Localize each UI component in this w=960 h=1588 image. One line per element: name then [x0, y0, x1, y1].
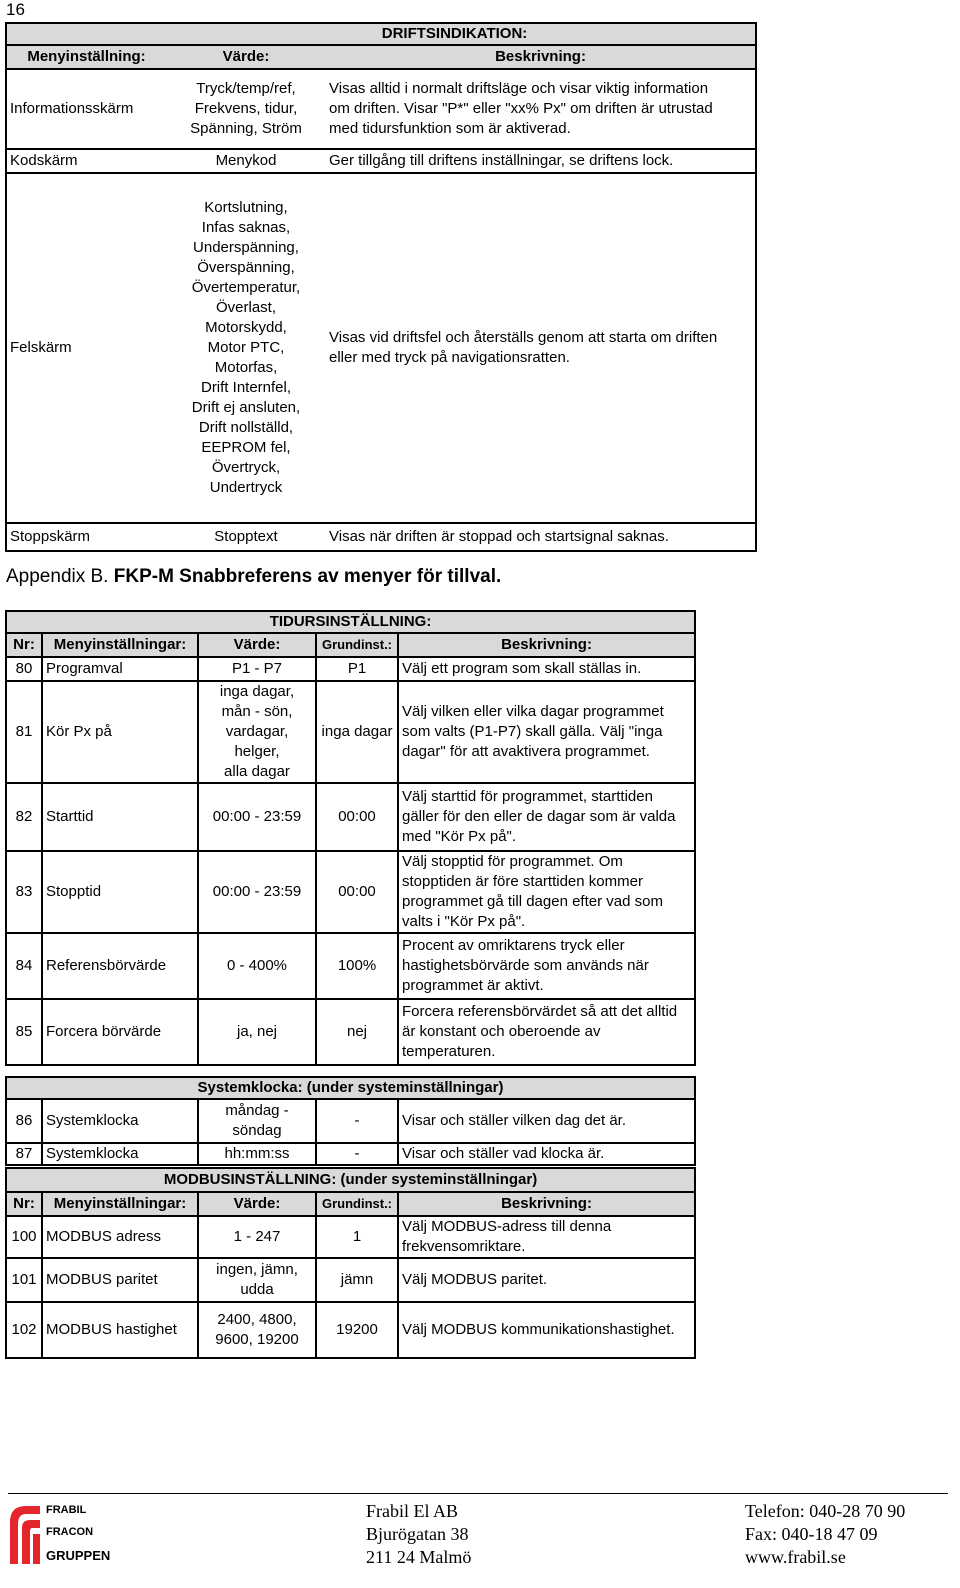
tidur-row-desc-line: hastighetsbörvärde som används när — [402, 957, 649, 974]
modbus-row-desc-line: Välj MODBUS-adress till denna — [402, 1218, 612, 1235]
appendix-title: FKP-M Snabbreferens av menyer för tillval. — [113, 566, 502, 587]
tidur-row-value-line: alla dagar — [224, 763, 290, 780]
modbus-row-desc-line: Välj MODBUS paritet. — [402, 1271, 548, 1288]
tidur-row-desc-line: Forcera referensbörvärdet så att det alltid — [402, 1003, 678, 1020]
modbus-header-nr: Nr: — [6, 1192, 42, 1216]
tidur-row-desc — [398, 933, 695, 999]
modbus-row-value-line: 9600, 19200 — [215, 1331, 299, 1348]
tidur-row-nr: 83 — [6, 851, 42, 933]
drift-row-desc-line: Visas när driften är stoppad och startsignal saknas. — [329, 528, 669, 545]
modbus-row-default: 1 — [316, 1216, 398, 1258]
modbus-row-name: MODBUS adress — [42, 1216, 198, 1258]
logo-line-1: FRABIL — [46, 1504, 87, 1516]
tidur-row-value — [198, 933, 316, 999]
tidur-row-desc — [398, 783, 695, 851]
tidur-row-nr: 80 — [6, 657, 42, 681]
tidur-row-desc — [398, 999, 695, 1065]
drift-header-menu: Menyinställning: — [6, 45, 166, 69]
drift-row-desc — [326, 523, 756, 551]
modbus-header-desc: Beskrivning: — [398, 1192, 695, 1216]
tidur-row-default: 00:00 — [316, 851, 398, 933]
tidur-row-name: Kör Px på — [42, 681, 198, 783]
klocka-row-nr: 87 — [6, 1143, 42, 1165]
drift-row-desc — [326, 173, 756, 523]
drift-row-value-line: Drift ej ansluten, — [191, 399, 301, 416]
klocka-row-desc-line: Visar och ställer vilken dag det är. — [402, 1112, 627, 1129]
timer-title: TIDURSINSTÄLLNING: — [6, 611, 695, 633]
drift-row-desc — [326, 149, 756, 173]
klocka-row-value-line: söndag — [232, 1122, 282, 1139]
modbus-header-value: Värde: — [198, 1192, 316, 1216]
company-phone: Telefon: 040-28 70 90 — [745, 1501, 906, 1521]
modbus-row-nr: 101 — [6, 1258, 42, 1302]
modbus-row-value-line: udda — [240, 1281, 274, 1298]
tidur-row-default: 00:00 — [316, 783, 398, 851]
modbus-row-desc — [398, 1302, 695, 1358]
tidur-row-name: Referensbörvärde — [42, 933, 198, 999]
drift-row-value-line: EEPROM fel, — [201, 439, 291, 456]
drift-row-value-line: Överlast, — [215, 299, 276, 316]
drift-row-value-line: Undertryck — [209, 479, 283, 496]
klocka-row-nr: 86 — [6, 1099, 42, 1143]
drift-row-value-line: Övertryck, — [211, 459, 281, 476]
company-fax: Fax: 040-18 47 09 — [745, 1524, 878, 1544]
tidur-header-nr: Nr: — [6, 633, 42, 657]
drift-row-desc-line: Visas alltid i normalt driftsläge och visar viktig information — [329, 80, 709, 97]
klocka-row-desc-line: Visar och ställer vad klocka är. — [402, 1145, 605, 1162]
modbus-header-menu: Menyinställningar: — [42, 1192, 198, 1216]
drift-row-desc-line: Visas vid driftsfel och återställs genom att starta om driften — [329, 329, 718, 346]
tidur-row-desc — [398, 851, 695, 933]
tidur-row-desc-line: Välj stopptid för programmet. Om — [402, 853, 623, 870]
tidur-row-name: Programval — [42, 657, 198, 681]
drift-row-desc — [326, 69, 756, 149]
tidur-row-value-line: ja, nej — [236, 1023, 278, 1040]
tidur-row-value-line: vardagar, — [225, 723, 289, 740]
drift-row-value-line: Menykod — [215, 152, 277, 169]
drift-header-desc: Beskrivning: — [326, 45, 756, 69]
tidur-row-desc-line: dagar" för att avaktivera programmet. — [402, 743, 650, 760]
tidur-row-nr: 81 — [6, 681, 42, 783]
table-row — [6, 523, 756, 551]
table-row — [6, 69, 756, 149]
tidur-row-nr: 84 — [6, 933, 42, 999]
klocka-row-value — [198, 1099, 316, 1143]
tidur-row-nr: 85 — [6, 999, 42, 1065]
tidur-row-default: 100% — [316, 933, 398, 999]
table-row — [6, 657, 695, 681]
table-row — [6, 149, 756, 173]
drift-row-value — [166, 69, 326, 149]
drift-row-desc-line: om driften. Visar "P*" eller "xx% Px" om driften är utrustad — [329, 100, 713, 117]
tidur-row-desc — [398, 657, 695, 681]
drift-row-value-line: Drift Internfel, — [200, 379, 292, 396]
modbus-row-value — [198, 1216, 316, 1258]
tidur-row-desc — [398, 681, 695, 783]
tidur-row-desc-line: Procent av omriktarens tryck eller — [402, 937, 625, 954]
company-website[interactable]: www.frabil.se — [745, 1547, 846, 1567]
drift-row-value — [166, 149, 326, 173]
klocka-row-name: Systemklocka — [42, 1143, 198, 1165]
modbus-row-desc-line: frekvensomriktare. — [402, 1238, 526, 1255]
klocka-row-name: Systemklocka — [42, 1099, 198, 1143]
tidur-row-value — [198, 783, 316, 851]
tidur-row-name: Starttid — [42, 783, 198, 851]
drift-row-value-line: Överspänning, — [197, 259, 295, 276]
company-city: 211 24 Malmö — [366, 1547, 472, 1567]
drift-row-value-line: Stopptext — [214, 528, 278, 545]
footer-divider — [8, 1493, 948, 1494]
modbus-row-desc — [398, 1216, 695, 1258]
drift-row-value — [166, 173, 326, 523]
modbus-row-default: jämn — [316, 1258, 398, 1302]
table-row — [6, 1216, 695, 1258]
modbus-header-default: Grundinst.: — [316, 1192, 398, 1216]
modbus-row-name: MODBUS paritet — [42, 1258, 198, 1302]
table-row — [6, 1143, 695, 1165]
klocka-row-value-line: hh:mm:ss — [224, 1145, 290, 1162]
drift-row-value-line: Tryck/temp/ref, — [196, 80, 296, 97]
appendix-prefix: Appendix B. — [6, 566, 109, 587]
modbus-row-nr: 100 — [6, 1216, 42, 1258]
tidur-row-desc-line: valts i "Kör Px på". — [402, 913, 526, 930]
modbus-row-value — [198, 1302, 316, 1358]
table-row — [6, 1302, 695, 1358]
tidur-row-desc-line: är konstant och oberoende av — [402, 1023, 601, 1040]
drift-row-name: Informationsskärm — [6, 69, 166, 149]
tidur-header-desc: Beskrivning: — [398, 633, 695, 657]
tidur-row-desc-line: Välj starttid för programmet, starttiden — [402, 788, 653, 805]
tidur-row-desc-line: programmet är aktivt. — [402, 977, 544, 994]
drift-row-name: Stoppskärm — [6, 523, 166, 551]
drift-row-desc-line: Ger tillgång till driftens inställningar, se driftens lock. — [329, 152, 674, 169]
modbus-row-value-line: 2400, 4800, — [217, 1311, 297, 1328]
clock-title: Systemklocka: (under systeminställningar) — [6, 1077, 695, 1099]
table-row — [6, 1258, 695, 1302]
logo-line-2: FRACON — [46, 1526, 94, 1538]
company-logo — [6, 1500, 116, 1568]
klocka-row-value-line: måndag - — [225, 1102, 289, 1119]
tidur-row-value — [198, 851, 316, 933]
klocka-row-desc — [398, 1099, 695, 1143]
klocka-row-desc — [398, 1143, 695, 1165]
drift-row-value-line: Motorfas, — [214, 359, 278, 376]
drift-row-value-line: Kortslutning, — [204, 199, 288, 216]
company-name: Frabil El AB — [366, 1501, 459, 1521]
tidur-row-value-line: 00:00 - 23:59 — [212, 808, 302, 825]
drift-row-value — [166, 523, 326, 551]
drift-row-name: Felskärm — [6, 173, 166, 523]
table-row — [6, 681, 695, 783]
tidur-row-desc-line: stopptiden är före starttiden kommer — [402, 873, 643, 890]
tidur-row-value — [198, 681, 316, 783]
tidur-row-name: Forcera börvärde — [42, 999, 198, 1065]
table-row — [6, 851, 695, 933]
klocka-row-default: - — [316, 1099, 398, 1143]
tidur-row-default: nej — [316, 999, 398, 1065]
klocka-row-default: - — [316, 1143, 398, 1165]
tidur-row-value-line: 0 - 400% — [226, 957, 288, 974]
modbus-row-value — [198, 1258, 316, 1302]
tidur-row-default: P1 — [316, 657, 398, 681]
drift-row-name: Kodskärm — [6, 149, 166, 173]
tidur-header-value: Värde: — [198, 633, 316, 657]
tidur-row-desc-line: med "Kör Px på". — [402, 828, 517, 845]
drift-indication-table — [5, 22, 757, 552]
table-row — [6, 933, 695, 999]
tidur-row-desc-line: programmet gå till dagen efter vad som — [402, 893, 663, 910]
drift-row-desc-line: eller med tryck på navigationsratten. — [329, 349, 570, 366]
table-row — [6, 1099, 695, 1143]
table-row — [6, 783, 695, 851]
tidur-row-desc-line: temperaturen. — [402, 1043, 496, 1060]
drift-row-value-line: Motorskydd, — [205, 319, 287, 336]
drift-row-value-line: Drift nollställd, — [198, 419, 294, 436]
drift-row-value-line: Övertemperatur, — [191, 279, 301, 296]
tidur-row-value-line: helger, — [234, 743, 280, 760]
company-contact — [745, 1500, 905, 1569]
modbus-row-desc — [398, 1258, 695, 1302]
modbus-row-value-line: 1 - 247 — [233, 1228, 281, 1245]
table-row — [6, 173, 756, 523]
tidur-header-default: Grundinst.: — [316, 633, 398, 657]
tidur-row-value — [198, 999, 316, 1065]
klocka-row-value — [198, 1143, 316, 1165]
drift-header-value: Värde: — [166, 45, 326, 69]
tidur-row-default: inga dagar — [316, 681, 398, 783]
drift-title: DRIFTSINDIKATION: — [6, 23, 756, 45]
tidur-row-desc-line: Välj ett program som skall ställas in. — [402, 660, 642, 677]
drift-row-value-line: Underspänning, — [193, 239, 299, 256]
tidur-row-value — [198, 657, 316, 681]
appendix-heading — [6, 566, 501, 588]
tidur-row-desc-line: gäller för den eller de dagar som är valda — [402, 808, 676, 825]
table-row — [6, 999, 695, 1065]
page-number: 16 — [6, 0, 25, 19]
drift-row-value-line: Motor PTC, — [207, 339, 285, 356]
tidur-row-value-line: mån - sön, — [221, 703, 293, 720]
tidur-row-desc-line: Välj vilken eller vilka dagar programmet — [402, 703, 664, 720]
tidur-row-value-line: P1 - P7 — [231, 660, 283, 677]
logo-mark-icon — [6, 1502, 42, 1564]
tidur-row-name: Stopptid — [42, 851, 198, 933]
modbus-row-nr: 102 — [6, 1302, 42, 1358]
modbus-title: MODBUSINSTÄLLNING: (under systeminställningar) — [6, 1168, 695, 1192]
modbus-row-value-line: ingen, jämn, — [216, 1261, 298, 1278]
system-clock-table — [5, 1076, 696, 1166]
tidur-row-desc-line: som valts (P1-P7) skall gälla. Välj "inga — [402, 723, 663, 740]
company-address — [366, 1500, 471, 1569]
modbus-row-desc-line: Välj MODBUS kommunikationshastighet. — [402, 1321, 675, 1338]
company-street: Bjurögatan 38 — [366, 1524, 469, 1544]
drift-row-desc-line: med tidursfunktion som är aktiverad. — [329, 120, 571, 137]
tidur-header-menu: Menyinställningar: — [42, 633, 198, 657]
modbus-row-name: MODBUS hastighet — [42, 1302, 198, 1358]
tidur-row-nr: 82 — [6, 783, 42, 851]
logo-line-3: GRUPPEN — [46, 1548, 111, 1563]
modbus-settings-table — [5, 1167, 696, 1359]
tidur-row-value-line: inga dagar, — [219, 683, 295, 700]
drift-row-value-line: Frekvens, tidur, — [194, 100, 298, 117]
tidur-row-value-line: 00:00 - 23:59 — [212, 883, 302, 900]
drift-row-value-line: Infas saknas, — [201, 219, 291, 236]
drift-row-value-line: Spänning, Ström — [190, 120, 302, 137]
modbus-row-default: 19200 — [316, 1302, 398, 1358]
timer-settings-table — [5, 610, 696, 1066]
